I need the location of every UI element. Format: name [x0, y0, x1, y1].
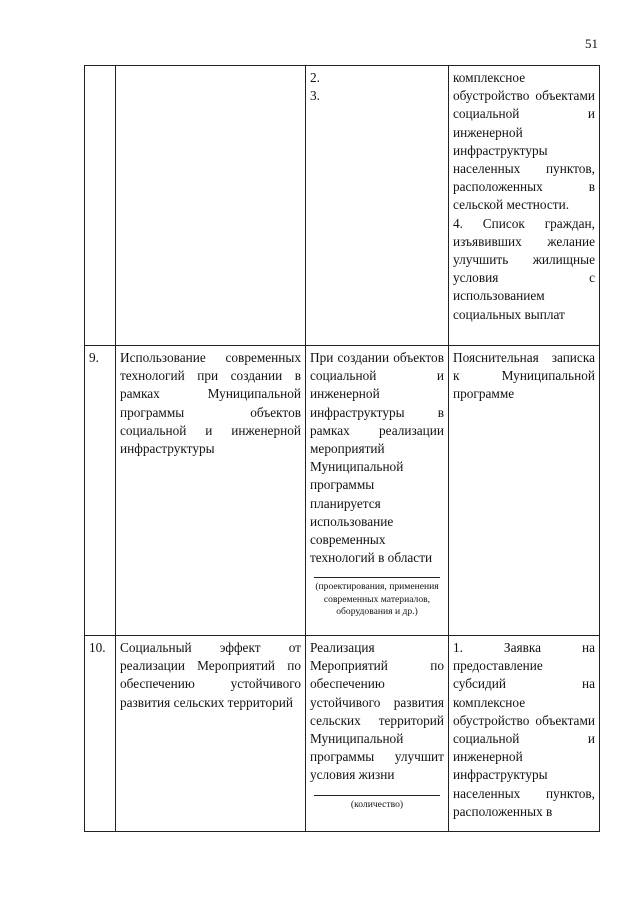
list-number: 2.	[310, 70, 320, 85]
criterion-cell	[116, 66, 306, 346]
documents-text-extra: 4. Список граждан, изъявивших желание улучшить жилищные условия с использованием социальных выплат	[453, 215, 595, 322]
page-number: 51	[585, 36, 598, 51]
table-row	[85, 66, 600, 346]
criterion-text: Социальный эффект от реализации Мероприятий по обеспечению устойчивого развития сельских территорий	[120, 640, 301, 710]
details-cell	[306, 66, 449, 346]
row-number-cell	[85, 636, 116, 832]
documents-text: Пояснительная записка к Муниципальной программе	[453, 350, 595, 402]
row-number: 9.	[89, 350, 99, 365]
blank-fill-line	[314, 577, 440, 578]
document-table	[84, 65, 600, 832]
blank-fill-line	[314, 795, 440, 796]
table-row	[85, 636, 600, 832]
list-number: 3.	[310, 88, 320, 104]
row-number-cell	[85, 66, 116, 346]
documents-text: комплексное обустройство объектами социальной и инженерной инфраструктуры населенных пунктов, расположенных в сельской местности.	[453, 70, 595, 213]
details-text: Реализация Мероприятий по обеспечению устойчивого развития сельских территорий Муниципальной программы улучшит условия жизни	[310, 640, 444, 783]
row-number: 10.	[89, 640, 106, 655]
documents-cell	[449, 66, 600, 346]
table-row	[85, 346, 600, 636]
documents-cell	[449, 346, 600, 636]
documents-text: 1. Заявка на предоставление субсидий на комплексное обустройство объектами социальной и инженерной инфраструктуры населенных пунктов, расположенных в	[453, 640, 595, 819]
documents-cell	[449, 636, 600, 832]
details-text: При создании объектов социальной и инженерной инфраструктуры в рамках реализации мероприятий Муниципальной программы планируется использование современных технологий в области	[310, 350, 444, 566]
criterion-text: Использование современных технологий при создании в рамках Муниципальной программы объектов социальной и инженерной инфраструктуры	[120, 350, 301, 457]
criterion-cell	[116, 346, 306, 636]
details-note: (проектирования, применения современных материалов, оборудования и др.)	[315, 581, 439, 617]
row-number-cell	[85, 346, 116, 636]
criterion-cell	[116, 636, 306, 832]
details-note: (количество)	[350, 798, 404, 810]
details-cell	[306, 636, 449, 832]
details-cell	[306, 346, 449, 636]
